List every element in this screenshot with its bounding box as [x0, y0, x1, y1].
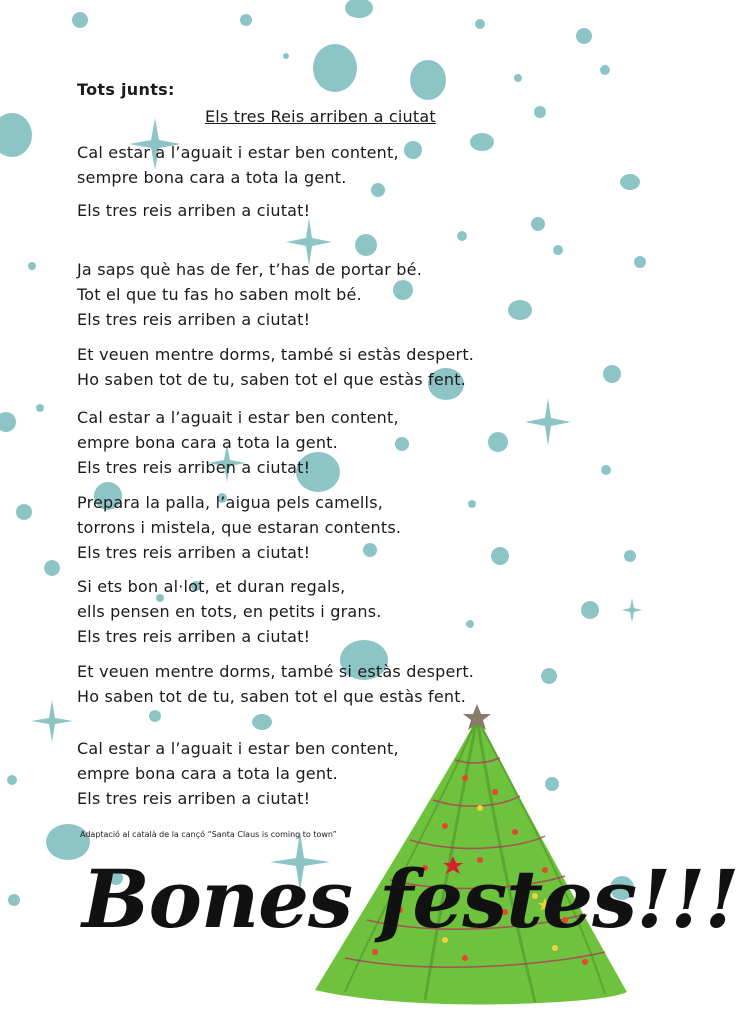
lyric-line: empre bona cara a tota la gent. — [77, 764, 338, 783]
lyric-line: Et veuen mentre dorms, també si estàs despert. — [77, 345, 475, 364]
lyric-line: Els tres reis arriben a ciutat! — [77, 543, 311, 562]
stanza-5 — [77, 405, 399, 480]
song-credit: Adaptació al català de la cançó “Santa Claus is coming to town” — [80, 830, 337, 839]
lyric-line: Cal estar a l’aguait i estar ben content, — [77, 143, 399, 162]
lyric-line: Els tres reis arriben a ciutat! — [77, 458, 311, 477]
stanza-2 — [77, 198, 310, 223]
stanza-4 — [77, 342, 474, 392]
lyric-line: torrons i mistela, que estaran contents. — [77, 518, 402, 537]
stanza-1 — [77, 140, 399, 190]
lyric-line: Cal estar a l’aguait i estar ben content, — [77, 408, 399, 427]
lyric-line: Els tres reis arriben a ciutat! — [77, 789, 311, 808]
stanza-7 — [77, 574, 382, 649]
lyric-line: Ho saben tot de tu, saben tot el que estàs fent. — [77, 370, 467, 389]
lyric-line: Prepara la palla, l’aigua pels camells, — [77, 493, 384, 512]
lyric-line: Els tres reis arriben a ciutat! — [77, 201, 311, 220]
lyric-line: empre bona cara a tota la gent. — [77, 433, 338, 452]
lyric-line: Tot el que tu fas ho saben molt bé. — [77, 285, 362, 304]
lyric-line: Cal estar a l’aguait i estar ben content, — [77, 739, 399, 758]
lyric-line: Els tres reis arriben a ciutat! — [77, 310, 311, 329]
lyric-line: Si ets bon al·lot, et duran regals, — [77, 577, 346, 596]
lyric-line: Els tres reis arriben a ciutat! — [77, 627, 311, 646]
lyric-line: Ho saben tot de tu, saben tot el que estàs fent. — [77, 687, 467, 706]
section-heading: Tots junts: — [77, 80, 175, 99]
lyric-line: Et veuen mentre dorms, també si estàs despert. — [77, 662, 475, 681]
song-title: Els tres Reis arriben a ciutat — [205, 107, 436, 126]
lyric-line: Ja saps què has de fer, t’has de portar bé. — [77, 260, 422, 279]
stanza-3 — [77, 257, 422, 332]
stanza-6 — [77, 490, 401, 565]
greeting-title: Bones festes!!! — [82, 852, 739, 946]
lyric-line: sempre bona cara a tota la gent. — [77, 168, 347, 187]
lyric-line: ells pensen en tots, en petits i grans. — [77, 602, 382, 621]
